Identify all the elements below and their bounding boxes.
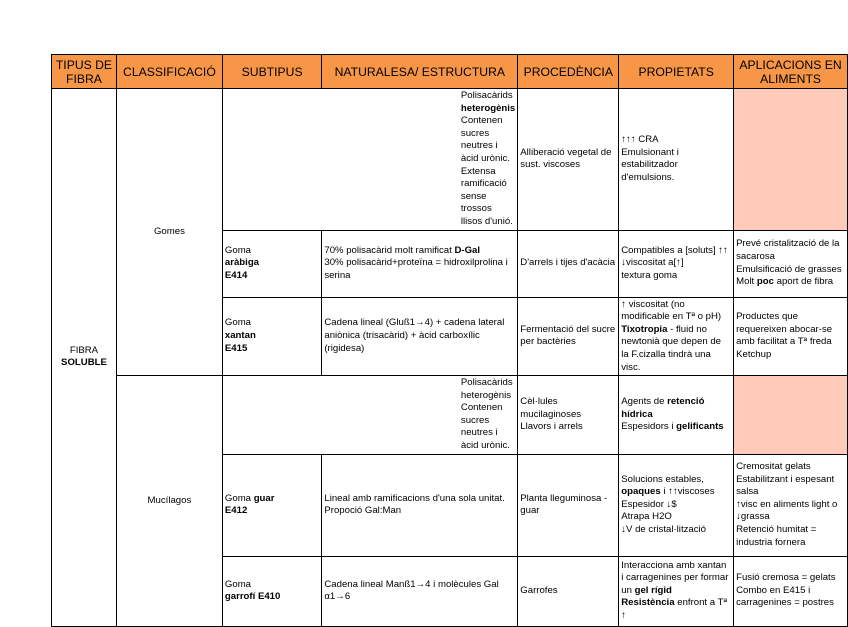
xantan-propietats: [619, 297, 734, 376]
text-bold: guar: [253, 492, 275, 504]
text-bold: E414: [224, 269, 248, 281]
guar-procedencia: Planta lleguminosa - guar: [518, 454, 619, 556]
garrofi-naturalesa: Cadena lineal Manß1→4 i molècules Gal α1→6: [322, 556, 518, 626]
mucilags-propietats: [619, 376, 734, 455]
text-span: i ↑↑viscoses Espesidor ↓$ Atrapa H2O ↓V de cristal·lització: [621, 486, 715, 536]
text-bold: heterogènis: [460, 102, 516, 114]
arabiga-propietats: Compatibles a [soluts] ↑↑ ↓viscositat a[↑] textura goma: [619, 230, 734, 297]
text-span: Goma: [224, 492, 254, 504]
xantan-procedencia: Fermentació del sucre per bactèries: [518, 297, 619, 376]
gomes-aplicacions-empty: [734, 89, 848, 231]
header-tipus: TIPUS DE FIBRA: [52, 55, 117, 89]
tipus-cell: [52, 89, 117, 627]
arabiga-procedencia: D'arrels i tijes d'acàcia: [518, 230, 619, 297]
text-bold: E415: [224, 342, 248, 354]
arabiga-aplicacions: [734, 230, 848, 297]
xantan-naturalesa: Cadena lineal (Gluß1→4) + cadena lateral aniònica (trisacàrid) + àcid carboxílic (rigidesa): [322, 297, 518, 376]
subtipus-guar: [222, 454, 321, 556]
text-span: Goma: [224, 244, 252, 256]
classificacio-mucilags: Mucílagos: [116, 376, 222, 627]
text-bold: aràbiga: [224, 257, 260, 269]
subtipus-garrofi: [222, 556, 321, 626]
arabiga-naturalesa: [322, 230, 518, 297]
guar-propietats: [619, 454, 734, 556]
subtipus-xantan: [222, 297, 321, 376]
text-bold: Resistència: [621, 597, 675, 609]
guar-naturalesa: Lineal amb ramificacions d'una sola unitat. Propoció Gal:Man: [322, 454, 518, 556]
garrofi-propietats: [619, 556, 734, 626]
header-row: [52, 55, 848, 89]
header-classificacio: CLASSIFICACIÓ: [116, 55, 222, 89]
text-span: 70% polisacàrid molt ramificat: [324, 244, 455, 256]
text-span: Agents de: [621, 395, 668, 407]
text-span: Goma: [224, 317, 252, 329]
text-span: aport de fibra: [773, 276, 834, 288]
text-span: Espesidors i: [621, 421, 674, 433]
text-span: ↑ viscositat (no modificable en Tª o pH): [621, 298, 722, 323]
text-span: Interacciona amb xantan i carragenines per formar un: [621, 559, 729, 596]
table-row: [52, 376, 848, 455]
table-row: [52, 89, 848, 231]
text-bold: retenció hídrica: [621, 395, 705, 420]
text-bold: D-Gal: [454, 244, 481, 256]
mucilags-naturalesa: Polisacàrids heterogènis Contenen sucres neutres i àcid urònic.: [222, 376, 517, 455]
text-span: Prevé cristalització de la sacarosa Emulsificació de grasses Molt: [736, 238, 842, 288]
text-bold: gelificants: [676, 421, 724, 433]
gomes-naturalesa: [222, 89, 517, 231]
mucilags-procedencia: Cèl·lules mucilaginoses Llavors i arrels: [518, 376, 619, 455]
xantan-aplicacions: Productes que requereixen abocar-se amb facilitat a Tª freda Ketchup: [734, 297, 848, 376]
text-bold: garrofí E410: [224, 591, 281, 603]
guar-aplicacions: Cremositat gelats Estabilitzant i espesant salsa ↑visc en aliments light o ↓grassa Retenció humitat = industria fornera: [734, 454, 848, 556]
text-span: Polisacàrids: [460, 90, 513, 101]
text-span: Solucions estables,: [621, 473, 704, 485]
garrofi-aplicacions: Fusió cremosa = gelats Combo en E415 i carragenines = postres: [734, 556, 848, 626]
header-subtipus: SUBTIPUS: [222, 55, 321, 89]
classificacio-gomes: Gomes: [116, 89, 222, 376]
text-bold: opaques: [621, 486, 661, 498]
text-span: Contenen sucres neutres i àcid urònic. Extensa ramificació sense trossos llisos d'unió.: [460, 115, 513, 227]
gomes-propietats: ↑↑↑ CRA Emulsionant i estabilitzador d'emulsions.: [619, 89, 734, 231]
mucilags-aplicacions-empty: [734, 376, 848, 455]
header-propietats: PROPIETATS: [619, 55, 734, 89]
text-bold: xantan: [224, 330, 256, 342]
text-span: - fluid no newtonià que depen de la F.cizalla tindrà una visc.: [621, 323, 721, 373]
tipus-line2: SOLUBLE: [61, 357, 107, 369]
gomes-procedencia: Alliberació vegetal de sust. viscoses: [518, 89, 619, 231]
header-naturalesa: NATURALESA/ ESTRUCTURA: [322, 55, 518, 89]
text-bold: gel rígid: [634, 584, 672, 596]
garrofi-procedencia: Garrofes: [518, 556, 619, 626]
fiber-table: [51, 54, 848, 627]
subtipus-arabiga: [222, 230, 321, 297]
text-span: Goma: [224, 578, 252, 590]
text-span: 30% polisacàrid+proteïna = hidroxilprolina i serina: [324, 257, 508, 281]
text-bold: E412: [224, 505, 248, 517]
text-bold: poc: [756, 276, 774, 288]
header-procedencia: PROCEDÈNCIA: [518, 55, 619, 89]
header-aplicacions: APLICACIONS EN ALIMENTS: [734, 55, 848, 89]
tipus-line1: FIBRA: [69, 344, 99, 356]
text-span: enfront a Tª ↑: [621, 597, 728, 622]
text-bold: Tixotropia: [621, 323, 668, 335]
